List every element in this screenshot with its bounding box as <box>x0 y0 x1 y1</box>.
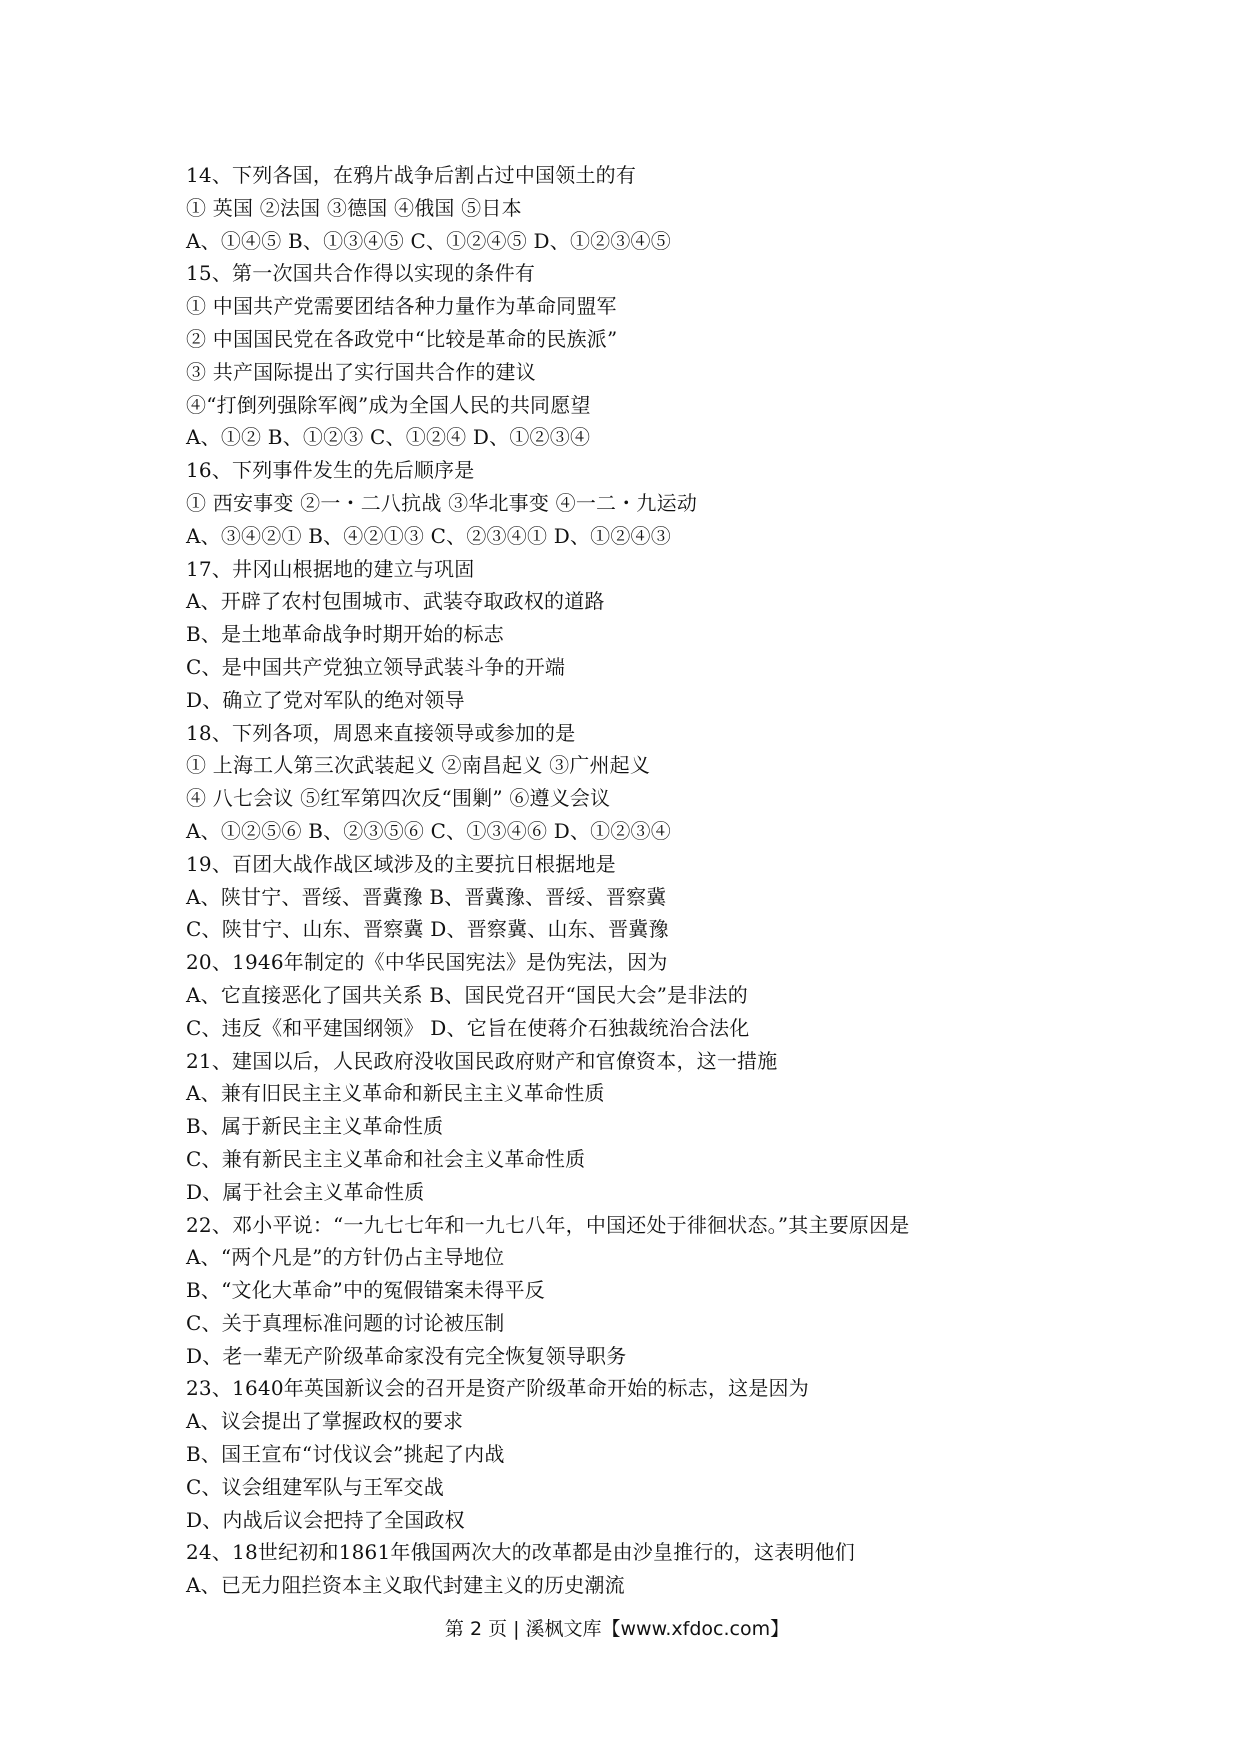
text-line: D、老一辈无产阶级革命家没有完全恢复领导职务 <box>186 1343 627 1368</box>
text-line: ① 中国共产党需要团结各种力量作为革命同盟军 <box>186 294 617 319</box>
page-number: 第 2 页 <box>444 1618 508 1640</box>
text-line: 16、下列事件发生的先后顺序是 <box>186 458 475 483</box>
footer-separator: | <box>513 1618 520 1640</box>
text-line: C、是中国共产党独立领导武装斗争的开端 <box>186 654 566 679</box>
text-line: ④“打倒列强除军阀”成为全国人民的共同愿望 <box>186 392 591 417</box>
text-line: B、国王宣布“讨伐议会”挑起了内战 <box>186 1442 505 1467</box>
text-line: A、已无力阻拦资本主义取代封建主义的历史潮流 <box>186 1573 625 1598</box>
text-line: A、议会提出了掌握政权的要求 <box>186 1409 464 1434</box>
text-line: 24、18世纪初和1861年俄国两次大的改革都是由沙皇推行的，这表明他们 <box>186 1540 855 1565</box>
text-line: A、陕甘宁、晋绥、晋冀豫 B、晋冀豫、晋绥、晋察冀 <box>186 884 667 909</box>
text-line: ① 英国 ②法国 ③德国 ④俄国 ⑤日本 <box>186 195 522 220</box>
text-line: 20、1946年制定的《中华民国宪法》是伪宪法，因为 <box>186 950 668 975</box>
text-line: A、兼有旧民主主义革命和新民主主义革命性质 <box>186 1081 605 1106</box>
text-line: A、它直接恶化了国共关系 B、国民党召开“国民大会”是非法的 <box>186 982 748 1007</box>
text-line: B、属于新民主主义革命性质 <box>186 1114 444 1139</box>
text-line: B、“文化大革命”中的冤假错案未得平反 <box>186 1278 545 1303</box>
text-line: 17、井冈山根据地的建立与巩固 <box>186 556 475 581</box>
text-line: 14、下列各国，在鸦片战争后割占过中国领土的有 <box>186 163 637 187</box>
text-line: 21、建国以后，人民政府没收国民政府财产和官僚资本，这一措施 <box>186 1048 778 1073</box>
text-line: ① 上海工人第三次武装起义 ②南昌起义 ③广州起义 <box>186 753 651 778</box>
footer-source: 溪枫文库【www.xfdoc.com】 <box>525 1618 790 1640</box>
text-line: 22、邓小平说：“一九七七年和一九七八年，中国还处于徘徊状态。”其主要原因是 <box>186 1212 910 1237</box>
text-line: C、兼有新民主主义革命和社会主义革命性质 <box>186 1146 586 1171</box>
question-list <box>186 159 1066 1602</box>
text-line: A、①② B、①②③ C、①②④ D、①②③④ <box>186 425 591 450</box>
text-line: C、陕甘宁、山东、晋察冀 D、晋察冀、山东、晋冀豫 <box>186 917 669 942</box>
text-line: C、违反《和平建国纲领》 D、它旨在使蒋介石独裁统治合法化 <box>186 1015 750 1040</box>
text-line: 15、第一次国共合作得以实现的条件有 <box>186 261 536 286</box>
text-line: D、确立了党对军队的绝对领导 <box>186 687 465 712</box>
text-line: C、议会组建军队与王军交战 <box>186 1474 444 1499</box>
text-line: C、关于真理标准问题的讨论被压制 <box>186 1310 505 1335</box>
text-line: B、是土地革命战争时期开始的标志 <box>186 622 504 647</box>
text-line: A、开辟了农村包围城市、武装夺取政权的道路 <box>186 589 605 614</box>
text-line: D、属于社会主义革命性质 <box>186 1179 425 1204</box>
page-footer <box>0 1614 1234 1641</box>
text-line: 19、百团大战作战区域涉及的主要抗日根据地是 <box>186 851 616 876</box>
text-line: A、①②⑤⑥ B、②③⑤⑥ C、①③④⑥ D、①②③④ <box>186 818 671 843</box>
text-line: ③ 共产国际提出了实行国共合作的建议 <box>186 359 536 384</box>
text-line: ④ 八七会议 ⑤红军第四次反“围剿” ⑥遵义会议 <box>186 786 611 811</box>
text-line: D、内战后议会把持了全国政权 <box>186 1507 465 1532</box>
text-line: A、③④②① B、④②①③ C、②③④① D、①②④③ <box>186 523 671 548</box>
text-line: 23、1640年英国新议会的召开是资产阶级革命开始的标志，这是因为 <box>186 1376 809 1401</box>
text-line: ② 中国国民党在各政党中“比较是革命的民族派” <box>186 326 618 351</box>
text-line: ① 西安事变 ②一・二八抗战 ③华北事变 ④一二・九运动 <box>186 490 698 515</box>
text-line: A、①④⑤ B、①③④⑤ C、①②④⑤ D、①②③④⑤ <box>186 228 671 253</box>
text-line: A、“两个凡是”的方针仍占主导地位 <box>186 1245 505 1270</box>
text-line: 18、下列各项，周恩来直接领导或参加的是 <box>186 720 576 745</box>
